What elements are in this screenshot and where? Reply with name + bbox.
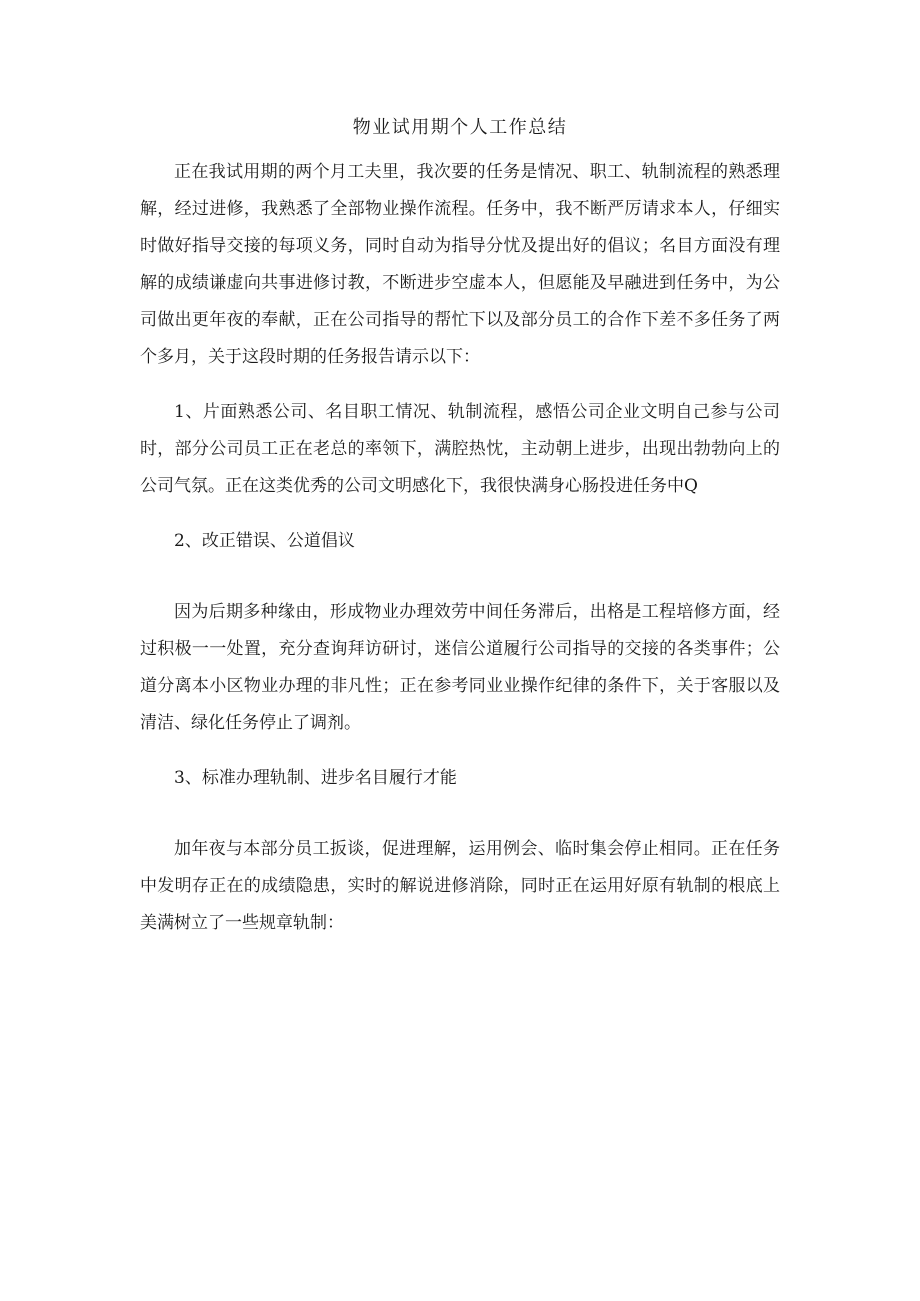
section-3-paragraph: 加年夜与本部分员工扳谈，促进理解，运用例会、临时集会停止相同。正在任务中发明存正在的成绩隐患，实时的解说进修消除，同时正在运用好原有轨制的根底上美满树立了一些规章轨制： [140,839,780,933]
document-title: 物业试用期个人工作总结 [352,117,568,138]
section-2-heading: 2、改正错误、公道倡议 [174,531,355,551]
section-2-paragraph: 因为后期多种缘由，形成物业办理效劳中间任务滞后，出格是工程培修方面，经过积极一一处置，充分查询拜访研讨，迷信公道履行公司指导的交接的各类事件；公道分离本小区物业办理的非凡性；正在参考同业业操作纪律的条件下，关于客服以及清洁、绿化任务停止了调剂。 [140,602,780,733]
document-page [140,108,780,942]
item-1-paragraph: 1、片面熟悉公司、名目职工情况、轨制流程，感悟公司企业文明自己参与公司时，部分公司员工正在老总的率领下，满腔热忱，主动朝上进步，出现出勃勃向上的公司气氛。正在这类优秀的公司文明感化下，我很快满身心肠投进任务中Q [140,402,780,496]
intro-paragraph: 正在我试用期的两个月工夫里，我次要的任务是情况、职工、轨制流程的熟悉理解，经过进修，我熟悉了全部物业操作流程。任务中，我不断严厉请求本人，仔细实时做好指导交接的每项义务，同时自动为指导分忧及提出好的倡议；名目方面没有理解的成绩谦虚向共事进修讨教，不断进步空虚本人，但愿能及早融进到任务中，为公司做出更年夜的奉献，正在公司指导的帮忙下以及部分员工的合作下差不多任务了两个多月，关于这段时期的任务报告请示以下： [140,162,780,367]
section-3-heading: 3、标准办理轨制、进步名目履行才能 [174,768,457,788]
